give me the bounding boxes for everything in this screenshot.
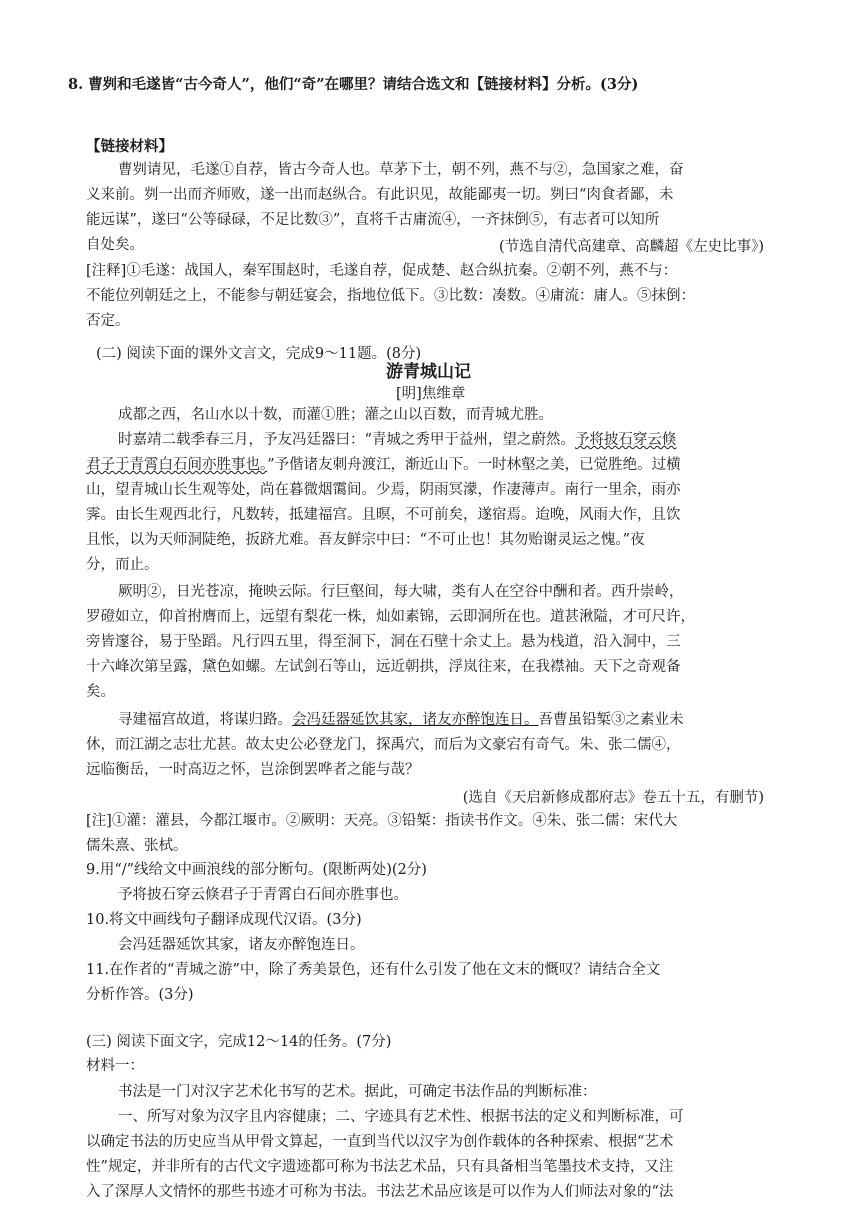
material-1-line: 以确定书法的历史应当从甲骨文算起，一直到当代以汉字为创作载体的各种探索、根据“艺术 xyxy=(86,1134,674,1150)
material-1-label: 材料一： xyxy=(86,1058,144,1074)
underlined-sentence: 会冯廷器延饮其家，诸友亦醉饱连日。 xyxy=(292,712,539,728)
link-material-note: 否定。 xyxy=(86,313,130,329)
passage-paragraph: 分，而止。 xyxy=(86,557,159,573)
link-material-note: 不能位列朝廷之上，不能参与朝廷宴会，指地位低下。③比数：凑数。④庸流：庸人。⑤抹倒： xyxy=(86,288,695,304)
passage-paragraph: 成都之西，名山水以十数，而灌①胜；灌之山以百数，而青城尤胜。 xyxy=(118,407,553,423)
passage-paragraph: 旁皆邃谷，易于坠蹈。凡行四五里，得至洞下，洞在石壁十余丈上。悬为栈道，沿入洞中，三 xyxy=(86,634,681,650)
passage-paragraph: 山，望青城山长生观等处，尚在暮微烟霭间。少焉，阴雨冥濛，作凄薄声。南行一里余，雨亦 xyxy=(86,482,681,498)
passage-paragraph: 厥明②，日光苍凉，掩映云际。行巨壑间，每大啸，类有人在空谷中酬和者。西升崇岭， xyxy=(118,584,684,600)
passage-author: [明]焦维章 xyxy=(396,386,466,402)
passage-title: 游青城山记 xyxy=(386,362,471,382)
section-2-heading: (二) 阅读下面的课外文言文，完成9～11题。(8分) xyxy=(96,346,422,362)
question-10-sentence: 会冯廷器延饮其家，诸友亦醉饱连日。 xyxy=(118,937,365,953)
passage-paragraph: 矣。 xyxy=(86,684,115,700)
link-material-line: 曹刿请见，毛遂①自荐，皆古今奇人也。草茅下士，朝不列，燕不与②，急国家之难，奋 xyxy=(118,162,684,178)
question-8: 8. 曹刿和毛遂皆“古今奇人”，他们“奇”在哪里？请结合选文和【链接材料】分析。(3分) xyxy=(68,76,639,93)
wavy-underlined-text: 君子于青霄白石间亦胜事也。 xyxy=(86,457,268,473)
link-material-source: (节选自清代高建章、高麟超《左史比事》) xyxy=(498,239,764,255)
passage-paragraph: 罗磴如立，仰首拊膺而上，远望有梨花一株，灿如素锦，云即洞所在也。道甚湫隘，才可尺许， xyxy=(86,609,695,625)
material-1-line: 一、所写对象为汉字且内容健康；二、字迹具有艺术性、根据书法的定义和判断标准，可 xyxy=(118,1109,684,1125)
question-9: 9.用“/”线给文中画浪线的部分断句。(限断两处)(2分) xyxy=(86,862,427,878)
link-material-note: [注释]①毛遂：战国人，秦军围赵时，毛遂自荐，促成楚、赵合纵抗秦。②朝不列，燕不与： xyxy=(86,263,678,279)
passage-note: 儒朱熹、张栻。 xyxy=(86,838,188,854)
material-1-line: 入了深厚人文情怀的那些书迹才可称为书法。书法艺术品应该是可以作为人们师法对象的“法 xyxy=(86,1184,674,1200)
passage-paragraph: 休，而江湖之志壮尤甚。故太史公必登龙门，探禹穴，而后为文豪宕有奇气。朱、张二儒④， xyxy=(86,737,681,753)
passage-paragraph: 霁。由长生观西北行，凡数转，抵建福宫。且暝，不可前矣，遂宿焉。迨晚，风雨大作，且饮 xyxy=(86,507,681,523)
material-1-line: 书法是一门对汉字艺术化书写的艺术。据此，可确定书法作品的判断标准： xyxy=(118,1084,597,1100)
passage-paragraph: 十六峰次第呈露，黛色如螺。左试剑石等山，远近朝拱，浮岚往来，在我襟袖。天下之奇观备 xyxy=(86,659,681,675)
passage-source: (选自《天启新修成都府志》卷五十五，有删节) xyxy=(462,790,764,806)
passage-paragraph: 寻建福宫故道，将谋归路。会冯廷器延饮其家，诸友亦醉饱连日。吾曹虽铅椠③之素业未 xyxy=(118,712,684,728)
link-material-heading: 【链接材料】 xyxy=(86,138,173,155)
passage-note: [注]①灌：灌县，今都江堰市。②厥明：天亮。③铅椠：指读书作文。④朱、张二儒：宋代大 xyxy=(86,813,678,829)
material-1-line: 性”规定，并非所有的古代文字遗迹都可称为书法艺术品，只有具备相当笔墨技术支持，又注 xyxy=(86,1159,674,1175)
passage-paragraph: 且怅，以为天师洞陡绝，扳跻尤难。吾友鲜宗中曰：“不可止也！其勿贻谢灵运之愧。”夜 xyxy=(86,532,645,548)
question-9-sentence: 予将披石穿云倏君子于青霄白石间亦胜事也。 xyxy=(118,887,408,903)
link-material-line: 自处矣。 xyxy=(86,237,144,253)
passage-paragraph: 君子于青霄白石间亦胜事也。”予偕诸友刺舟渡江，渐近山下。一时林壑之美，已觉胜绝。过横 xyxy=(86,457,681,473)
wavy-underlined-text: 予将披石穿云倏 xyxy=(574,432,677,448)
link-material-line: 义来前。刿一出而齐师败，遂一出而赵纵合。有此识见，故能鄙夷一切。刿曰“肉食者鄙，未 xyxy=(86,187,674,203)
question-10: 10.将文中画线句子翻译成现代汉语。(3分) xyxy=(86,912,362,928)
section-3-heading: (三) 阅读下面文字，完成12～14的任务。(7分) xyxy=(86,1034,392,1050)
question-11: 11.在作者的“青城之游”中，除了秀美景色，还有什么引发了他在文末的慨叹？请结合全文 xyxy=(86,962,661,978)
link-material-line: 能远谋”，遂曰“公等碌碌，不足比数③”，直将千古庸流④，一齐抹倒⑤，有志者可以知所 xyxy=(86,212,660,228)
passage-paragraph: 远临衡岳，一时高迈之怀，岂涂倒罢哗者之能与哉？ xyxy=(86,762,420,778)
question-11: 分析作答。(3分) xyxy=(86,987,194,1003)
passage-paragraph: 时嘉靖二载季春三月，予友冯廷器曰：“青城之秀甲于益州，望之蔚然。予将披石穿云倏 xyxy=(118,432,677,448)
